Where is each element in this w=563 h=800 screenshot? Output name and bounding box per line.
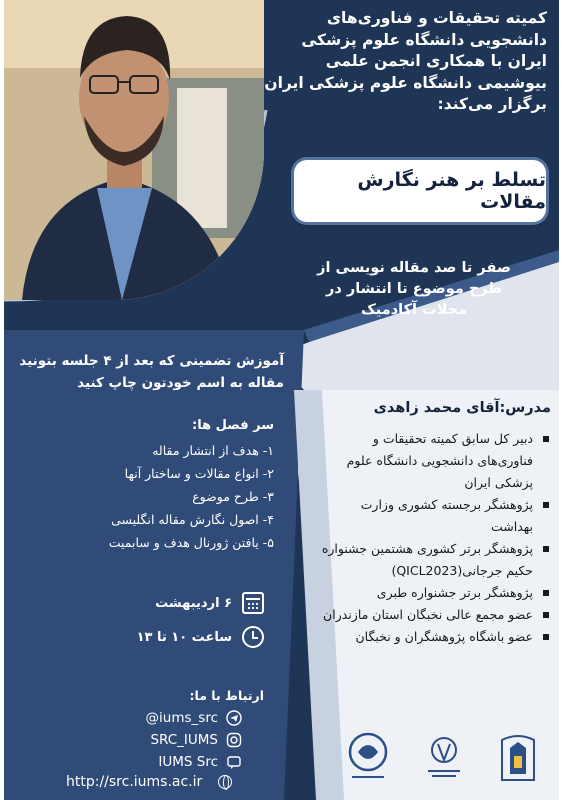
contact-instagram[interactable] (44, 732, 242, 748)
workshop-title-box (294, 160, 546, 222)
outline-item: ۳- طرح موضوع (192, 489, 274, 504)
biochemistry-association-logo (344, 730, 392, 784)
instagram-icon (226, 732, 242, 748)
contact-other[interactable] (44, 754, 242, 770)
poster (4, 0, 559, 800)
telegram-handle[interactable]: @iums_src (145, 710, 218, 726)
message-icon (226, 754, 242, 770)
contact-telegram[interactable] (44, 710, 242, 726)
bio-item: پژوهشگر برتر جشنواره طبری (319, 582, 549, 604)
bio-item: عضو مجمع عالی نخبگان استان مازندران (319, 604, 549, 626)
time-row (74, 626, 264, 648)
globe-icon (218, 775, 232, 789)
date-row (74, 592, 264, 614)
guarantee-text (14, 350, 284, 394)
outline-heading: سر فصل ها: (192, 418, 274, 433)
event-time: ساعت ۱۰ تا ۱۳ (136, 629, 232, 645)
instructor-bio (319, 428, 549, 648)
subtitle-line: طرح موضوع تا انتشار در (326, 281, 502, 297)
outline-item: ۴- اصول نگارش مقاله انگلیسی (111, 512, 274, 527)
other-handle[interactable]: IUMS Src (158, 754, 218, 770)
instructor-heading: مدرس:آقای محمد زاهدی (373, 400, 551, 416)
logos (344, 730, 549, 788)
workshop-title: تسلط بر هنر نگارش مقالات (357, 169, 546, 213)
university-logo (494, 730, 542, 784)
subtitle (294, 258, 534, 321)
event-date: ۶ اردیبهشت (155, 595, 232, 611)
calendar-icon (242, 592, 264, 614)
bio-item: عضو باشگاه پژوهشگران و نخبگان (319, 626, 549, 648)
instagram-handle[interactable]: SRC_IUMS (150, 732, 218, 748)
contact-heading: ارتباط با ما: (189, 688, 264, 703)
bio-item: پژوهشگر برجسته کشوری وزارت بهداشت (319, 494, 549, 538)
website-link[interactable]: http://src.iums.ac.ir (66, 774, 203, 790)
subtitle-line: مجلات آکادمیک (360, 302, 468, 318)
research-committee-logo (420, 730, 468, 784)
clock-icon (242, 626, 264, 648)
outline-item: ۵- یافتن ژورنال هدف و سابمیت (108, 535, 274, 550)
outline-item: ۱- هدف از انتشار مقاله (152, 443, 274, 458)
bio-item: دبیر کل سابق کمیته تحقیقات و فناوری‌های دانشجویی دانشگاه علوم پزشکی ایران (319, 428, 549, 494)
organizer-intro: کمیته تحقیقات و فناوری‌های دانشجویی دانشگاه علوم پزشکی ایران با همکاری انجمن علمی بیوشیمی دانشگاه علوم پزشکی ایران برگزار می‌کند: (264, 9, 547, 113)
outline-item: ۲- انواع مقالات و ساختار آنها (124, 466, 274, 481)
guarantee-line: مقاله به اسم خودتون چاپ کنید (77, 375, 284, 391)
guarantee-line: آموزش تضمینی که بعد از ۴ جلسه بتونید (19, 353, 284, 369)
bio-item: پژوهشگر برتر کشوری هشتمین جشنواره حکیم جرجانی(QICL2023) (319, 538, 549, 582)
telegram-icon (226, 710, 242, 726)
subtitle-line: صفر تا صد مقاله نویسی از (317, 260, 511, 276)
course-outline (14, 414, 274, 554)
